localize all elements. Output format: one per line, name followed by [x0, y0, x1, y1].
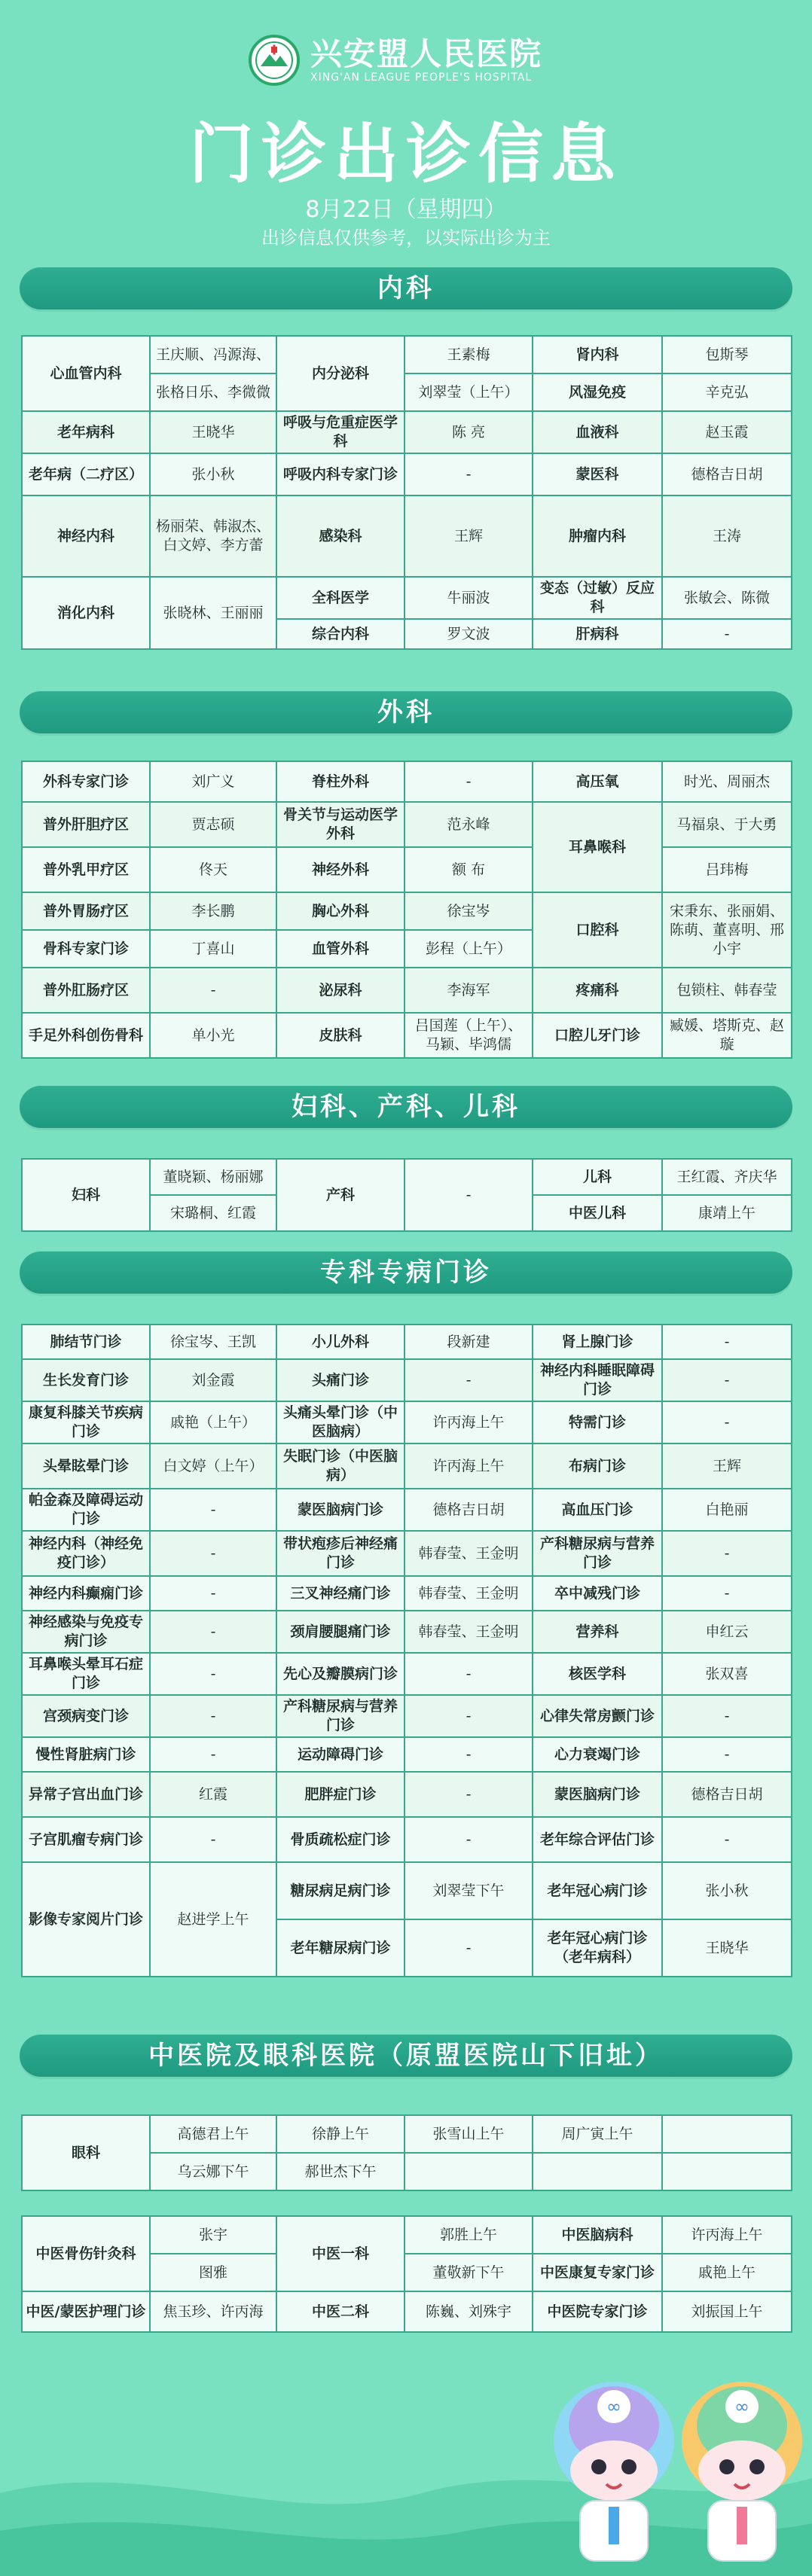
dept-cell: 头晕眩晕门诊	[22, 1443, 150, 1489]
doctor-cell: -	[404, 453, 533, 495]
doctor-cell: 德格吉日胡	[662, 453, 792, 495]
section-special: 专科专病门诊	[20, 1251, 792, 1294]
doctor-cell: -	[404, 1772, 533, 1817]
dept-cell: 产科糖尿病与营养门诊	[533, 1531, 662, 1576]
dept-cell: 呼吸与危重症医学科	[276, 411, 404, 453]
empty-cell	[662, 2153, 792, 2190]
dept-cell: 带状疱疹后神经痛门诊	[276, 1531, 404, 1576]
dept-cell: 蒙医脑病门诊	[276, 1489, 404, 1531]
doctor-cell: 白艳丽	[662, 1489, 792, 1531]
dept-cell: 中医儿科	[533, 1195, 662, 1231]
dept-cell: 口腔科	[533, 892, 662, 968]
dept-cell: 感染科	[276, 495, 404, 577]
dept-cell: 老年病（二疗区）	[22, 453, 150, 495]
doctor-cell: -	[150, 1695, 276, 1737]
doctor-cell: 董敬新下午	[404, 2254, 533, 2291]
hospital-logo-icon	[249, 35, 300, 86]
doctor-cell: 丁喜山	[150, 930, 276, 968]
doctor-cell: -	[404, 761, 533, 802]
dept-cell: 外科专家门诊	[22, 761, 150, 802]
doctor-cell: 马福泉、于大勇	[662, 802, 792, 847]
dept-cell: 耳鼻喉科	[533, 802, 662, 892]
dept-cell: 骨科专家门诊	[22, 930, 150, 968]
doctor-cell: 王辉	[404, 495, 533, 577]
doctor-cell: 陈 亮	[404, 411, 533, 453]
section-obgyn: 妇科、产科、儿科	[20, 1086, 792, 1128]
schedule-date: 8月22日（星期四）	[305, 197, 507, 223]
doctor-cell: 佟天	[150, 847, 276, 892]
hospital-name-en: XING'AN LEAGUE PEOPLE'S HOSPITAL	[310, 72, 533, 84]
dept-cell: 头痛头晕门诊（中医脑病）	[276, 1401, 404, 1443]
doctor-cell: -	[404, 1737, 533, 1772]
dept-cell: 蒙医科	[533, 453, 662, 495]
dept-cell: 核医学科	[533, 1653, 662, 1695]
dept-cell: 中医康复专家门诊	[533, 2254, 662, 2291]
doctor-cell: 范永峰	[404, 802, 533, 847]
mascot-doctor-icon	[542, 2373, 685, 2568]
table-row	[22, 1401, 792, 1443]
doctor-cell: -	[662, 619, 792, 649]
doctor-cell: 周广寅上午	[533, 2115, 662, 2153]
doctor-cell: -	[662, 1817, 792, 1862]
dept-cell: 老年糖尿病门诊	[276, 1919, 404, 1977]
dept-cell: 老年综合评估门诊	[533, 1817, 662, 1862]
dept-cell: 变态（过敏）反应科	[533, 577, 662, 619]
table-row	[22, 1817, 792, 1862]
svg-text:∞: ∞	[734, 2396, 749, 2417]
doctor-cell: -	[404, 1919, 533, 1977]
dept-cell: 帕金森及障碍运动门诊	[22, 1489, 150, 1531]
dept-cell: 胸心外科	[276, 892, 404, 930]
doctor-cell: 赵进学上午	[150, 1862, 276, 1977]
dept-cell: 全科医学	[276, 577, 404, 619]
dept-cell: 风湿免疫	[533, 373, 662, 411]
dept-cell: 神经内科癫痫门诊	[22, 1576, 150, 1611]
doctor-cell: 赵玉霞	[662, 411, 792, 453]
dept-cell: 骨质疏松症门诊	[276, 1817, 404, 1862]
doctor-cell: 王辉	[662, 1443, 792, 1489]
doctor-cell: 高德君上午	[150, 2115, 276, 2153]
svg-text:∞: ∞	[606, 2396, 621, 2417]
doctor-cell: 刘广义	[150, 761, 276, 802]
table-row	[22, 1772, 792, 1817]
hospital-name: 兴安盟人民医院	[310, 35, 543, 72]
doctor-cell: -	[150, 1531, 276, 1576]
doctor-cell: 德格吉日胡	[404, 1489, 533, 1531]
dept-cell: 糖尿病足病门诊	[276, 1862, 404, 1919]
doctor-cell: 王庆顺、冯源海、	[150, 336, 276, 373]
surgery-table	[21, 761, 792, 1059]
doctor-cell: 王红霞、齐庆华	[662, 1159, 792, 1195]
empty-cell	[662, 2115, 792, 2153]
doctor-cell: 宋秉东、张丽娟、陈萌、董喜明、邢小宇	[662, 892, 792, 968]
page-title: 门诊出诊信息	[189, 117, 623, 192]
dept-cell: 异常子宫出血门诊	[22, 1772, 150, 1817]
dept-cell: 耳鼻喉头晕耳石症门诊	[22, 1653, 150, 1695]
dept-cell: 心力衰竭门诊	[533, 1737, 662, 1772]
dept-cell: 子宫肌瘤专病门诊	[22, 1817, 150, 1862]
dept-cell: 中医/蒙医护理门诊	[22, 2291, 150, 2332]
doctor-cell: -	[662, 1695, 792, 1737]
dept-cell: 宫颈病变门诊	[22, 1695, 150, 1737]
dept-cell: 口腔儿牙门诊	[533, 1013, 662, 1058]
hospital-header	[249, 30, 542, 90]
doctor-cell: -	[662, 1401, 792, 1443]
obgyn-table	[21, 1158, 792, 1232]
dept-cell: 肺结节门诊	[22, 1325, 150, 1359]
table-row	[22, 1611, 792, 1653]
dept-cell: 皮肤科	[276, 1013, 404, 1058]
table-row	[22, 1531, 792, 1576]
table-row	[22, 1737, 792, 1772]
dept-cell: 生长发育门诊	[22, 1359, 150, 1401]
dept-cell: 神经感染与免疫专病门诊	[22, 1611, 150, 1653]
doctor-cell: 许丙海上午	[662, 2216, 792, 2254]
doctor-cell: -	[404, 1359, 533, 1401]
dept-cell: 高血压门诊	[533, 1489, 662, 1531]
dept-cell: 眼科	[22, 2115, 150, 2190]
dept-cell: 小儿外科	[276, 1325, 404, 1359]
doctor-cell: 郝世杰下午	[276, 2153, 404, 2190]
doctor-cell: -	[662, 1359, 792, 1401]
doctor-cell: 图雅	[150, 2254, 276, 2291]
doctor-cell: 王晓华	[662, 1919, 792, 1977]
doctor-cell: 吕玮梅	[662, 847, 792, 892]
doctor-cell: 杨丽荣、韩淑杰、白文婷、李方蕾	[150, 495, 276, 577]
doctor-cell: 王素梅	[404, 336, 533, 373]
dept-cell: 中医骨伤针灸科	[22, 2216, 150, 2291]
doctor-cell: -	[150, 1653, 276, 1695]
table-row	[22, 1489, 792, 1531]
tcm-table	[21, 2215, 792, 2333]
table-row	[22, 1653, 792, 1695]
dept-cell: 中医二科	[276, 2291, 404, 2332]
dept-cell: 肥胖症门诊	[276, 1772, 404, 1817]
doctor-cell: 张敏会、陈微	[662, 577, 792, 619]
doctor-cell: 吕国莲（上午）、马颖、毕鸿儒	[404, 1013, 533, 1058]
dept-cell: 颈肩腰腿痛门诊	[276, 1611, 404, 1653]
table-row	[22, 1325, 792, 1359]
doctor-cell: -	[150, 968, 276, 1013]
empty-cell	[533, 2153, 662, 2190]
dept-cell: 三叉神经痛门诊	[276, 1576, 404, 1611]
dept-cell: 头痛门诊	[276, 1359, 404, 1401]
doctor-cell: 董晓颖、杨丽娜	[150, 1159, 276, 1195]
doctor-cell: 乌云娜下午	[150, 2153, 276, 2190]
table-row	[22, 1359, 792, 1401]
doctor-cell: 臧媛、塔斯克、赵璇	[662, 1013, 792, 1058]
dept-cell: 肝病科	[533, 619, 662, 649]
dept-cell: 疼痛科	[533, 968, 662, 1013]
doctor-cell: 徐宝岑	[404, 892, 533, 930]
doctor-cell: 陈巍、刘殊宇	[404, 2291, 533, 2332]
doctor-cell: -	[150, 1817, 276, 1862]
dept-cell: 妇科	[22, 1159, 150, 1231]
doctor-cell: 宋璐桐、红霞	[150, 1195, 276, 1231]
dept-cell: 老年病科	[22, 411, 150, 453]
doctor-cell: 刘翠莹下午	[404, 1862, 533, 1919]
dept-cell: 普外肝胆疗区	[22, 802, 150, 847]
dept-cell: 心血管内科	[22, 336, 150, 411]
doctor-cell: 王晓华	[150, 411, 276, 453]
dept-cell: 老年冠心病门诊	[533, 1862, 662, 1919]
doctor-cell: 包斯琴	[662, 336, 792, 373]
doctor-cell: 刘振国上午	[662, 2291, 792, 2332]
doctor-cell: 韩春莹、王金明	[404, 1576, 533, 1611]
dept-cell: 内分泌科	[276, 336, 404, 411]
doctor-cell: 徐宝岑、王凯	[150, 1325, 276, 1359]
doctor-cell: 贾志硕	[150, 802, 276, 847]
dept-cell: 康复科膝关节疾病门诊	[22, 1401, 150, 1443]
dept-cell: 手足外科创伤骨科	[22, 1013, 150, 1058]
doctor-cell: 张雪山上午	[404, 2115, 533, 2153]
doctor-cell: 刘金霞	[150, 1359, 276, 1401]
doctor-cell: -	[150, 1576, 276, 1611]
dept-cell: 中医院专家门诊	[533, 2291, 662, 2332]
dept-cell: 营养科	[533, 1611, 662, 1653]
doctor-cell: 张晓林、王丽丽	[150, 577, 276, 649]
doctor-cell: 焦玉珍、许丙海	[150, 2291, 276, 2332]
dept-cell: 呼吸内科专家门诊	[276, 453, 404, 495]
dept-cell: 老年冠心病门诊（老年病科）	[533, 1919, 662, 1977]
table-row	[22, 1443, 792, 1489]
doctor-cell: -	[404, 1159, 533, 1231]
doctor-cell: 许丙海上午	[404, 1401, 533, 1443]
doctor-cell: 李海军	[404, 968, 533, 1013]
dept-cell: 影像专家阅片门诊	[22, 1862, 150, 1977]
dept-cell: 骨关节与运动医学外科	[276, 802, 404, 847]
dept-cell: 脊柱外科	[276, 761, 404, 802]
doctor-cell: 郭胜上午	[404, 2216, 533, 2254]
dept-cell: 神经外科	[276, 847, 404, 892]
dept-cell: 肾内科	[533, 336, 662, 373]
dept-cell: 神经内科（神经免疫门诊）	[22, 1531, 150, 1576]
special-table	[21, 1324, 792, 1977]
doctor-cell: 时光、周丽杰	[662, 761, 792, 802]
doctor-cell: 刘翠莹（上午）	[404, 373, 533, 411]
doctor-cell: 李长鹏	[150, 892, 276, 930]
dept-cell: 产科	[276, 1159, 404, 1231]
doctor-cell: -	[662, 1737, 792, 1772]
doctor-cell: -	[662, 1325, 792, 1359]
dept-cell: 儿科	[533, 1159, 662, 1195]
doctor-cell: 韩春莹、王金明	[404, 1531, 533, 1576]
doctor-cell: -	[662, 1576, 792, 1611]
dept-cell: 普外乳甲疗区	[22, 847, 150, 892]
doctor-cell: -	[150, 1489, 276, 1531]
dept-cell: 卒中减残门诊	[533, 1576, 662, 1611]
doctor-cell: 额 布	[404, 847, 533, 892]
doctor-cell: -	[404, 1817, 533, 1862]
doctor-cell: 康靖上午	[662, 1195, 792, 1231]
dept-cell: 消化内科	[22, 577, 150, 649]
dept-cell: 布病门诊	[533, 1443, 662, 1489]
dept-cell: 血管外科	[276, 930, 404, 968]
dept-cell: 肾上腺门诊	[533, 1325, 662, 1359]
dept-cell: 神经内科睡眠障碍门诊	[533, 1359, 662, 1401]
doctor-cell: 许丙海上午	[404, 1443, 533, 1489]
table-row	[22, 1695, 792, 1737]
doctor-cell: 包锁柱、韩春莹	[662, 968, 792, 1013]
dept-cell: 血液科	[533, 411, 662, 453]
dept-cell: 运动障碍门诊	[276, 1737, 404, 1772]
doctor-cell: 辛克弘	[662, 373, 792, 411]
dept-cell: 先心及瓣膜病门诊	[276, 1653, 404, 1695]
schedule-note: 出诊信息仅供参考，以实际出诊为主	[261, 227, 551, 248]
doctor-cell: -	[150, 1737, 276, 1772]
doctor-cell: 红霞	[150, 1772, 276, 1817]
dept-cell: 失眠门诊（中医脑病）	[276, 1443, 404, 1489]
doctor-cell: 韩春莹、王金明	[404, 1611, 533, 1653]
doctor-cell: 彭程（上午）	[404, 930, 533, 968]
dept-cell: 普外胃肠疗区	[22, 892, 150, 930]
doctor-cell: 段新建	[404, 1325, 533, 1359]
dept-cell: 特需门诊	[533, 1401, 662, 1443]
doctor-cell: 牛丽波	[404, 577, 533, 619]
doctor-cell: 张小秋	[662, 1862, 792, 1919]
internal-table	[21, 335, 792, 650]
section-surgery: 外科	[20, 691, 792, 733]
doctor-cell: 单小光	[150, 1013, 276, 1058]
dept-cell: 中医脑病科	[533, 2216, 662, 2254]
dept-cell: 肿瘤内科	[533, 495, 662, 577]
mascot-nurse-icon	[670, 2373, 812, 2568]
doctor-cell: 戚艳（上午）	[150, 1401, 276, 1443]
dept-cell: 产科糖尿病与营养门诊	[276, 1695, 404, 1737]
doctor-cell: -	[662, 1531, 792, 1576]
dept-cell: 慢性肾脏病门诊	[22, 1737, 150, 1772]
doctor-cell: 戚艳上午	[662, 2254, 792, 2291]
doctor-cell: 申红云	[662, 1611, 792, 1653]
dept-cell: 蒙医脑病门诊	[533, 1772, 662, 1817]
section-internal: 内科	[20, 267, 792, 309]
dept-cell: 心律失常房颤门诊	[533, 1695, 662, 1737]
dept-cell: 综合内科	[276, 619, 404, 649]
empty-cell	[404, 2153, 533, 2190]
doctor-cell: 张双喜	[662, 1653, 792, 1695]
doctor-cell: 张宇	[150, 2216, 276, 2254]
doctor-cell: -	[404, 1695, 533, 1737]
doctor-cell: -	[404, 1653, 533, 1695]
table-row	[22, 1576, 792, 1611]
doctor-cell: 张格日乐、李微微	[150, 373, 276, 411]
dept-cell: 高压氧	[533, 761, 662, 802]
dept-cell: 泌尿科	[276, 968, 404, 1013]
section-tcm: 中医院及眼科医院（原盟医院山下旧址）	[20, 2035, 792, 2077]
doctor-cell: 张小秋	[150, 453, 276, 495]
doctor-cell: 徐静上午	[276, 2115, 404, 2153]
dept-cell: 神经内科	[22, 495, 150, 577]
doctor-cell: -	[150, 1611, 276, 1653]
dept-cell: 普外肛肠疗区	[22, 968, 150, 1013]
doctor-cell: 王涛	[662, 495, 792, 577]
doctor-cell: 德格吉日胡	[662, 1772, 792, 1817]
eye-table	[21, 2114, 792, 2191]
dept-cell: 中医一科	[276, 2216, 404, 2291]
doctor-cell: 罗文波	[404, 619, 533, 649]
doctor-cell: 白文婷（上午）	[150, 1443, 276, 1489]
